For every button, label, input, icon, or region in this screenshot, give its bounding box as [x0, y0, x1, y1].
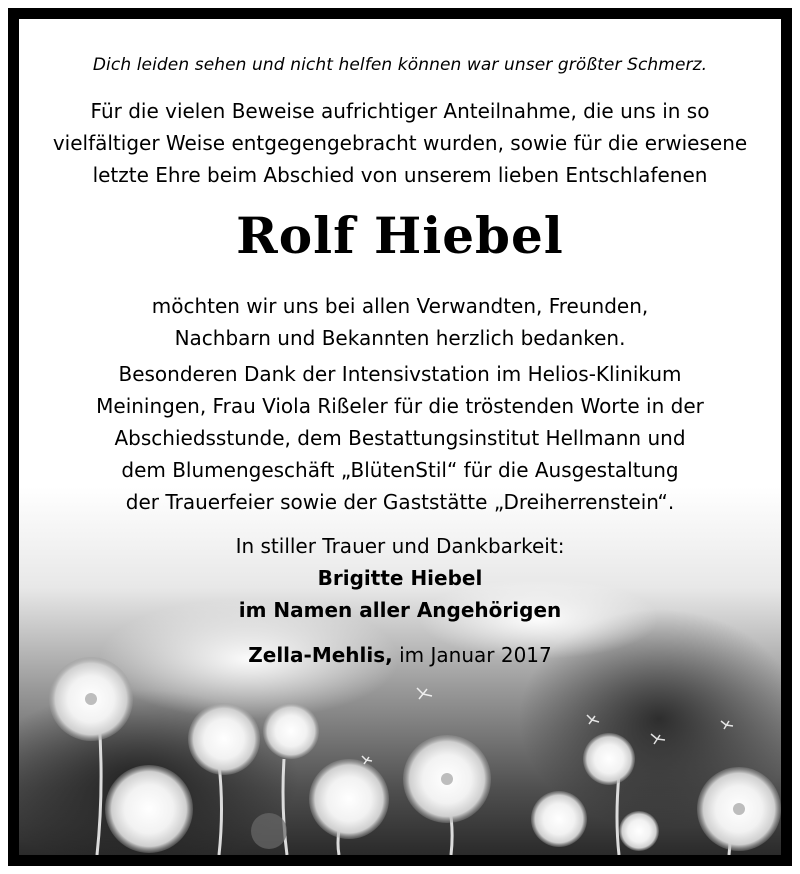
thanks-line: Nachbarn und Bekannten herzlich bedanken. — [174, 326, 626, 350]
special-thanks-line: dem Blumengeschäft „BlütenStil“ für die Ausgestaltung — [121, 458, 679, 482]
closing-line: In stiller Trauer und Dankbarkeit: — [235, 534, 565, 558]
motto-line: Dich leiden sehen und nicht helfen können war unser größter Schmerz. — [92, 55, 708, 75]
intro-line: Für die vielen Beweise aufrichtiger Anteilnahme, die uns in so — [90, 99, 710, 123]
place-name: Zella-Mehlis, — [248, 643, 393, 667]
signatory-name: Brigitte Hiebel — [317, 566, 483, 590]
thanks-line: möchten wir uns bei allen Verwandten, Freunden, — [151, 294, 649, 318]
date-text: im Januar 2017 — [399, 643, 552, 667]
special-thanks-line: Besonderen Dank der Intensivstation im Helios-Klinikum — [118, 362, 682, 386]
intro-line: letzte Ehre beim Abschied von unserem lieben Entschlafenen — [92, 163, 708, 187]
special-thanks-line: Abschiedsstunde, dem Bestattungsinstitut Hellmann und — [114, 426, 686, 450]
notice-content — [19, 19, 781, 855]
special-thanks-line: der Trauerfeier sowie der Gaststätte „Dreiherrenstein“. — [125, 490, 675, 514]
intro-line: vielfältiger Weise entgegengebracht wurden, sowie für die erwiesene — [52, 131, 748, 155]
place-date-line — [19, 643, 781, 667]
special-thanks-line: Meiningen, Frau Viola Rißeler für die tröstenden Worte in der — [96, 394, 704, 418]
obituary-notice-frame — [8, 8, 792, 866]
on-behalf-line: im Namen aller Angehörigen — [238, 598, 562, 622]
deceased-name: Rolf Hiebel — [236, 206, 564, 265]
